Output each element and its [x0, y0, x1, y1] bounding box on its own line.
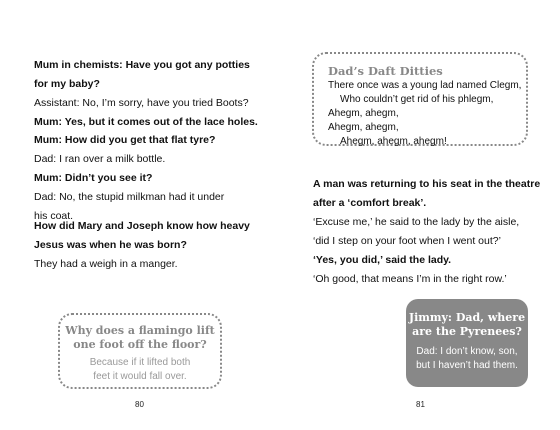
flamingo-box: [58, 313, 222, 389]
joke-line: his coat.: [34, 210, 74, 222]
joke-line: Assistant: No, I’m sorry, have you tried Boots?: [34, 97, 249, 109]
page-number: 81: [416, 400, 425, 409]
box-title: are the Pyrenees?: [412, 325, 522, 338]
box-title: Dad’s Daft Ditties: [328, 64, 443, 78]
joke-theatre: [313, 175, 540, 289]
joke-line: ‘Yes, you did,’ said the lady.: [313, 254, 452, 266]
joke-line: ‘Oh good, that means I’m in the right row.’: [313, 273, 507, 285]
joke-line: They had a weigh in a manger.: [34, 258, 178, 270]
ditty-line: Ahegm, ahegm,: [328, 108, 399, 119]
box-text: feet it would fall over.: [93, 371, 187, 382]
box-title: one foot off the floor?: [73, 338, 207, 351]
joke-line: Dad: I ran over a milk bottle.: [34, 153, 166, 165]
joke-flat-tyre: [34, 131, 224, 226]
joke-line: Mum: Didn’t you see it?: [34, 172, 153, 184]
joke-line: Mum in chemists: Have you got any potties: [34, 59, 250, 71]
joke-line: ‘Excuse me,’ he said to the lady by the aisle,: [313, 216, 520, 228]
joke-line: How did Mary and Joseph know how heavy: [34, 220, 250, 232]
daft-ditties-box: [312, 52, 528, 146]
ditty-line: There once was a young lad named Clegm,: [328, 80, 522, 91]
joke-line: for my baby?: [34, 78, 100, 90]
ditty-line: Who couldn’t get rid of his phlegm,: [340, 94, 494, 105]
right-page: [280, 0, 560, 430]
joke-line: Mum: Yes, but it comes out of the lace holes.: [34, 116, 258, 128]
box-text: Because if it lifted both: [89, 357, 191, 368]
joke-line: Dad: No, the stupid milkman had it under: [34, 191, 225, 203]
box-title: Why does a flamingo lift: [65, 324, 215, 337]
joke-manger: [34, 217, 250, 274]
joke-line: ‘did I step on your foot when I went out?’: [313, 235, 501, 247]
box-text: Dad: I don’t know, son,: [416, 346, 518, 357]
joke-line: Jesus was when he was born?: [34, 239, 187, 251]
pyrenees-box: [406, 299, 528, 387]
ditty-line: Ahegm, ahegm, ahegm!: [340, 136, 447, 147]
box-title: Jimmy: Dad, where: [408, 311, 526, 324]
joke-line: after a ‘comfort break’.: [313, 197, 427, 209]
joke-potties: [34, 56, 258, 132]
ditty-line: Ahegm, ahegm,: [328, 122, 399, 133]
page-number: 80: [135, 400, 144, 409]
joke-line: A man was returning to his seat in the theatre: [313, 178, 541, 190]
joke-line: Mum: How did you get that flat tyre?: [34, 134, 216, 146]
box-text: but I haven’t had them.: [416, 360, 518, 371]
